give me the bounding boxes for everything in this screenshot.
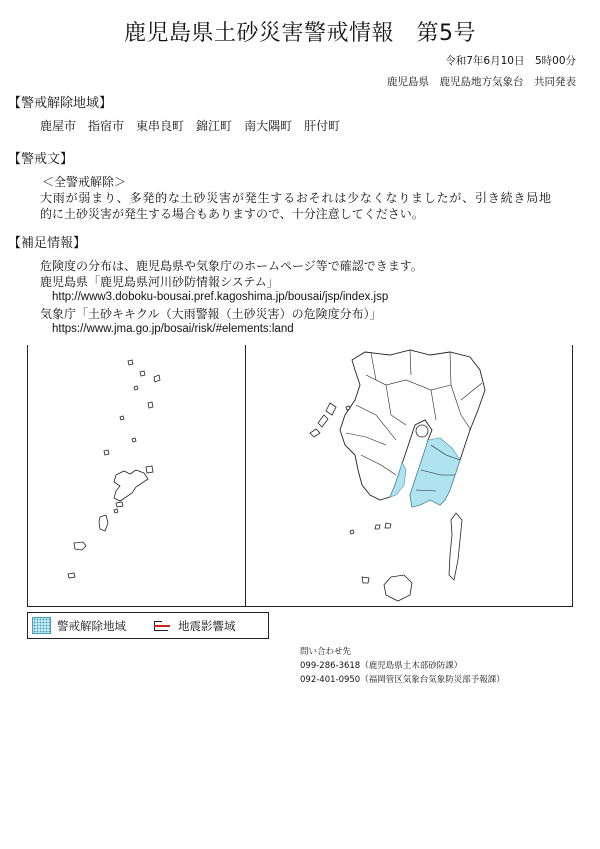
legend-quake-area-symbol [152,618,172,633]
mainland-outline [340,350,485,507]
legend-quake-area-label: 地震影響域 [178,618,236,633]
island [375,525,380,529]
area-name: 鹿屋市 [40,119,77,133]
sakurajima [416,425,428,437]
island [384,575,412,601]
island [310,429,320,437]
contact-line: 099-286-3618（鹿児島県土木部砂防課） [300,661,463,671]
island [146,466,153,473]
area-name: 南大隅町 [244,119,293,133]
area-name: 肝付町 [304,119,341,133]
document-title: 鹿児島県土砂災害警戒情報 第5号 [124,21,476,46]
warning-text-heading: 【警戒文】 [8,152,74,167]
contact-line: 092-401-0950（福岡管区気象台気象防災部予報課） [300,675,505,685]
island [114,470,148,501]
contact-heading: 問い合わせ先 [300,647,352,657]
legend-release-area-label: 警戒解除地域 [57,618,126,633]
island [385,523,391,528]
release-areas-list [40,120,340,132]
map-southern-islands [28,345,245,606]
jma-system-name: 気象庁「土砂キキクル（大雨警報（土砂災害）の危険度分布）」 [40,307,382,321]
island [346,406,350,410]
legend-release-area-swatch [32,617,51,634]
island [134,386,138,390]
island [318,415,328,427]
supplementary-heading: 【補足情報】 [8,236,87,251]
island [350,530,354,534]
island [116,502,123,507]
island [148,402,153,408]
map-legend [27,612,269,639]
island [449,513,462,580]
warning-text-line: 的に土砂災害が発生する場合もありますので、十分注意してください。 [40,207,424,221]
map-kagoshima-mainland [246,345,571,606]
legend-item-release-area [32,613,126,638]
island [120,416,124,420]
island [326,403,336,415]
island [128,360,133,365]
release-areas-heading: 【警戒解除地域】 [8,96,113,111]
area-name: 錦江町 [196,119,233,133]
area-name: 指宿市 [88,119,125,133]
island [132,438,136,442]
island [68,573,75,578]
warning-subheading: ＜全警戒解除＞ [42,175,127,189]
jma-system-url: https://www.jma.go.jp/bosai/risk/#elements:land [52,323,294,335]
prefecture-system-name: 鹿児島県「鹿児島県河川砂防情報システム」 [40,275,279,289]
island [114,509,118,513]
island [99,515,108,531]
island [74,542,86,550]
supplementary-intro: 危険度の分布は、鹿児島県や気象庁のホームページ等で確認できます。 [40,259,423,273]
island [362,577,369,583]
highlight-osumi [410,438,460,507]
issuing-agencies: 鹿児島県 鹿児島地方気象台 共同発表 [387,76,576,88]
warning-text-line: 大雨が弱まり、多発的な土砂災害が発生するおそれは少なくなりましたが、引き続き局地 [40,191,551,205]
area-name: 東串良町 [136,119,185,133]
prefecture-system-url: http://www3.doboku-bousai.pref.kagoshima.jp/bousai/jsp/index.jsp [52,291,389,303]
issued-datetime: 令和7年6月10日 5時00分 [445,55,576,67]
island [140,371,145,376]
island [154,375,160,382]
island [104,450,109,455]
legend-item-quake-area [152,613,236,638]
